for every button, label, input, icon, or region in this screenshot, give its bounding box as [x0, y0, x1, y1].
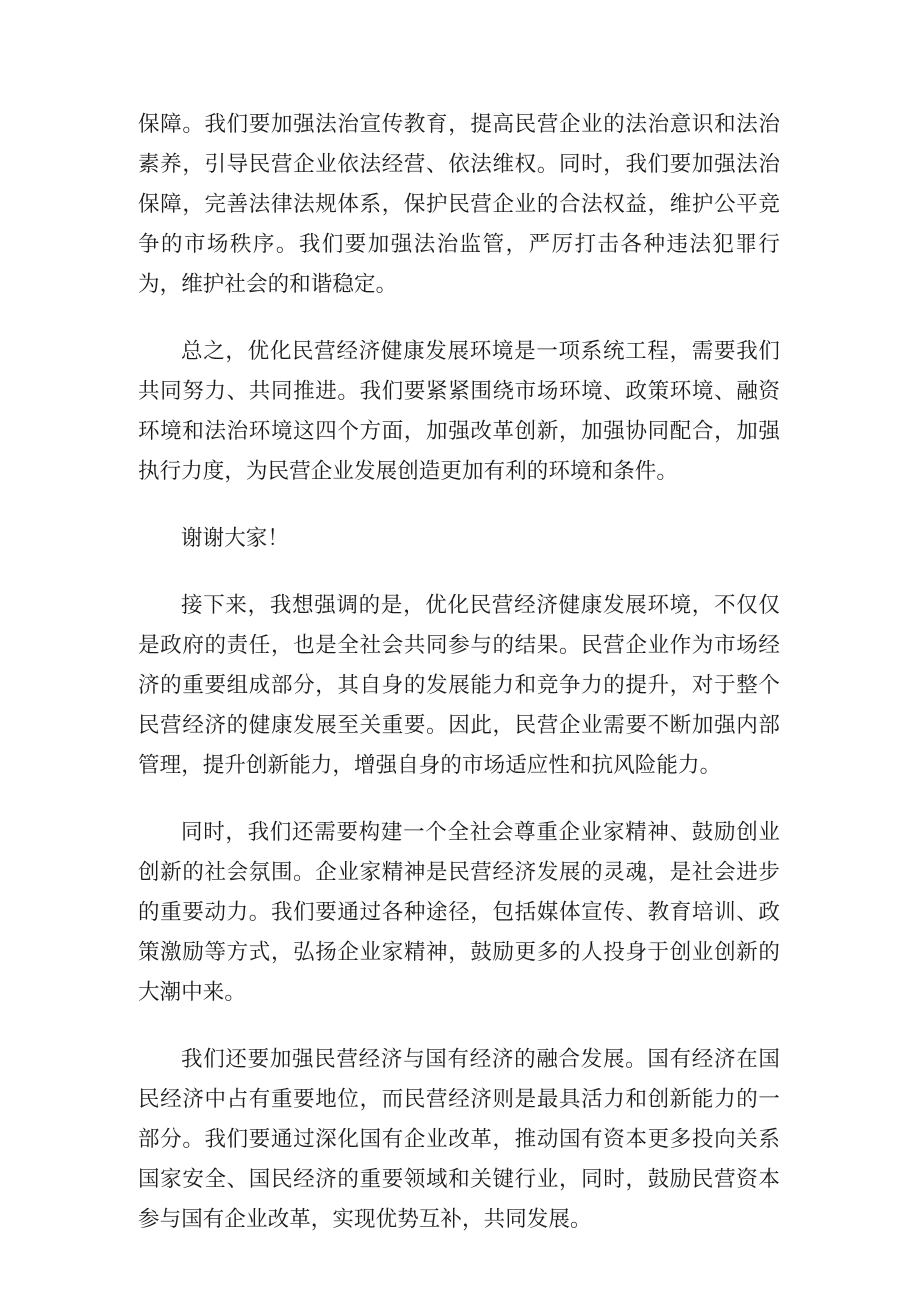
- paragraph-6: 我们还要加强民营经济与国有经济的融合发展。国有经济在国民经济中占有重要地位，而民营经济则是最具活力和创新能力的一部分。我们要通过深化国有企业改革，推动国有资本更多投向关系国家安全、国民经济的重要领域和关键行业，同时，鼓励民营资本参与国有企业改革，实现优势互补，共同发展。: [138, 1047, 780, 1232]
- document-body: [138, 105, 780, 1267]
- paragraph-2: 总之，优化民营经济健康发展环境是一项系统工程，需要我们共同努力、共同推进。我们要紧紧围绕市场环境、政策环境、融资环境和法治环境这四个方面，加强改革创新，加强协同配合，加强执行力度，为民营企业发展创造更加有利的环境和条件。: [138, 339, 780, 484]
- paragraph-5: 同时，我们还需要构建一个全社会尊重企业家精神、鼓励创业创新的社会氛围。企业家精神是民营经济发展的灵魂，是社会进步的重要动力。我们要通过各种途径，包括媒体宣传、教育培训、政策激励等方式，弘扬企业家精神，鼓励更多的人投身于创业创新的大潮中来。: [138, 820, 780, 1005]
- paragraph-1: 保障。我们要加强法治宣传教育，提高民营企业的法治意识和法治素养，引导民营企业依法经营、依法维权。同时，我们要加强法治保障，完善法律法规体系，保护民营企业的合法权益，维护公平竞争的市场秩序。我们要加强法治监管，严厉打击各种违法犯罪行为，维护社会的和谐稳定。: [138, 112, 780, 297]
- paragraph-4: 接下来，我想强调的是，优化民营经济健康发展环境，不仅仅是政府的责任，也是全社会共同参与的结果。民营企业作为市场经济的重要组成部分，其自身的发展能力和竞争力的提升，对于整个民营经济的健康发展至关重要。因此，民营企业需要不断加强内部管理，提升创新能力，增强自身的市场适应性和抗风险能力。: [138, 593, 780, 778]
- paragraph-3: 谢谢大家！: [181, 526, 290, 551]
